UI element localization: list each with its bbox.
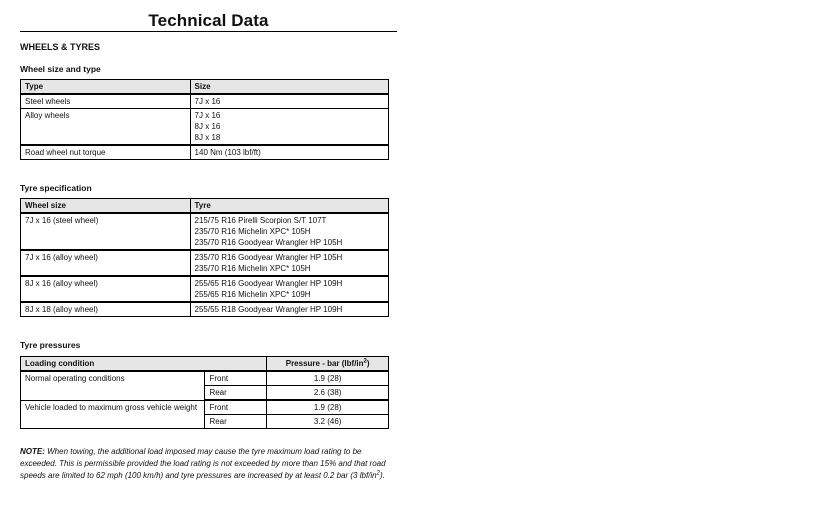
note-text: When towing, the additional load imposed may cause the tyre maximum load rating to be exceeded. This is permissible provided the load rating is not exceeded by more than 15% and that road speeds are limited to 62 mph (100 km/h) and tyre pressures are increased by at least 0.2 bar (3 lbf/in <box>20 447 386 480</box>
table-cell: 7J x 16 (steel wheel) <box>21 213 191 250</box>
table-cell <box>190 250 388 276</box>
table-cell: Road wheel nut torque <box>21 145 191 160</box>
note-paragraph <box>20 446 397 482</box>
cell-line: 235/70 R16 Goodyear Wrangler HP 105H <box>194 253 343 262</box>
table-row <box>21 250 389 276</box>
column-header: Size <box>190 80 388 95</box>
table-cell: 8J x 16 (alloy wheel) <box>21 276 191 302</box>
cell-line: 235/70 R16 Michelin XPC* 105H <box>194 264 311 273</box>
table-row <box>21 276 389 302</box>
tyre-spec-heading: Tyre specification <box>20 183 92 193</box>
table-cell: Front <box>205 371 267 386</box>
table-cell: 7J x 16 <box>190 94 388 109</box>
table-cell: 8J x 18 (alloy wheel) <box>21 302 191 317</box>
column-header: Loading condition <box>21 357 267 372</box>
table-cell <box>190 213 388 250</box>
table-row <box>21 213 389 250</box>
table-cell: 3.2 (46) <box>267 415 389 429</box>
table-cell: Steel wheels <box>21 94 191 109</box>
tyre-pressures-table <box>20 356 389 429</box>
table-header-row <box>21 199 389 214</box>
cell-line: 7J x 16 <box>194 111 221 120</box>
cell-line: 235/70 R16 Michelin XPC* 105H <box>194 227 311 236</box>
table-row <box>21 302 389 317</box>
pressure-header-text: Pressure - bar (lbf/in <box>285 359 364 368</box>
column-header <box>267 357 389 372</box>
tyre-spec-table <box>20 198 389 317</box>
table-cell: Alloy wheels <box>21 109 191 146</box>
cell-line: 215/75 R16 Pirelli Scorpion S/T 107T <box>194 216 327 225</box>
table-cell: Normal operating conditions <box>21 371 205 400</box>
cell-line: 255/65 R16 Goodyear Wrangler HP 109H <box>194 279 343 288</box>
table-cell: 7J x 16 (alloy wheel) <box>21 250 191 276</box>
table-header-row <box>21 357 389 372</box>
table-cell: Vehicle loaded to maximum gross vehicle weight <box>21 400 205 429</box>
column-header: Type <box>21 80 191 95</box>
title-rule <box>20 31 397 32</box>
table-row <box>21 94 389 109</box>
superscript: 2 <box>376 470 380 477</box>
table-cell: Rear <box>205 415 267 429</box>
column-header: Tyre <box>190 199 388 214</box>
superscript: 2 <box>363 358 367 365</box>
table-row <box>21 109 389 146</box>
table-cell: Front <box>205 400 267 415</box>
table-cell: Rear <box>205 386 267 401</box>
column-header: Wheel size <box>21 199 191 214</box>
note-end: ). <box>379 471 385 480</box>
table-header-row <box>21 80 389 95</box>
table-cell: 1.9 (28) <box>267 371 389 386</box>
note-label: NOTE: <box>20 447 45 456</box>
cell-line: 8J x 16 <box>194 122 221 131</box>
table-cell <box>190 276 388 302</box>
table-row <box>21 400 389 415</box>
table-cell <box>190 109 388 146</box>
table-cell: 1.9 (28) <box>267 400 389 415</box>
table-cell: 2.6 (38) <box>267 386 389 401</box>
table-row <box>21 145 389 160</box>
cell-line: 8J x 18 <box>194 133 221 142</box>
cell-line: 255/65 R16 Michelin XPC* 109H <box>194 290 311 299</box>
wheel-size-heading: Wheel size and type <box>20 64 101 74</box>
section-heading: WHEELS & TYRES <box>20 42 101 52</box>
tyre-pressures-heading: Tyre pressures <box>20 340 81 350</box>
table-cell: 140 Nm (103 lbf/ft) <box>190 145 388 160</box>
table-row <box>21 371 389 386</box>
table-cell: 255/55 R18 Goodyear Wrangler HP 109H <box>190 302 388 317</box>
pressure-header-end: ) <box>366 359 370 368</box>
cell-line: 235/70 R16 Goodyear Wrangler HP 105H <box>194 238 343 247</box>
page-title: Technical Data <box>148 11 269 30</box>
wheel-size-table <box>20 79 389 160</box>
